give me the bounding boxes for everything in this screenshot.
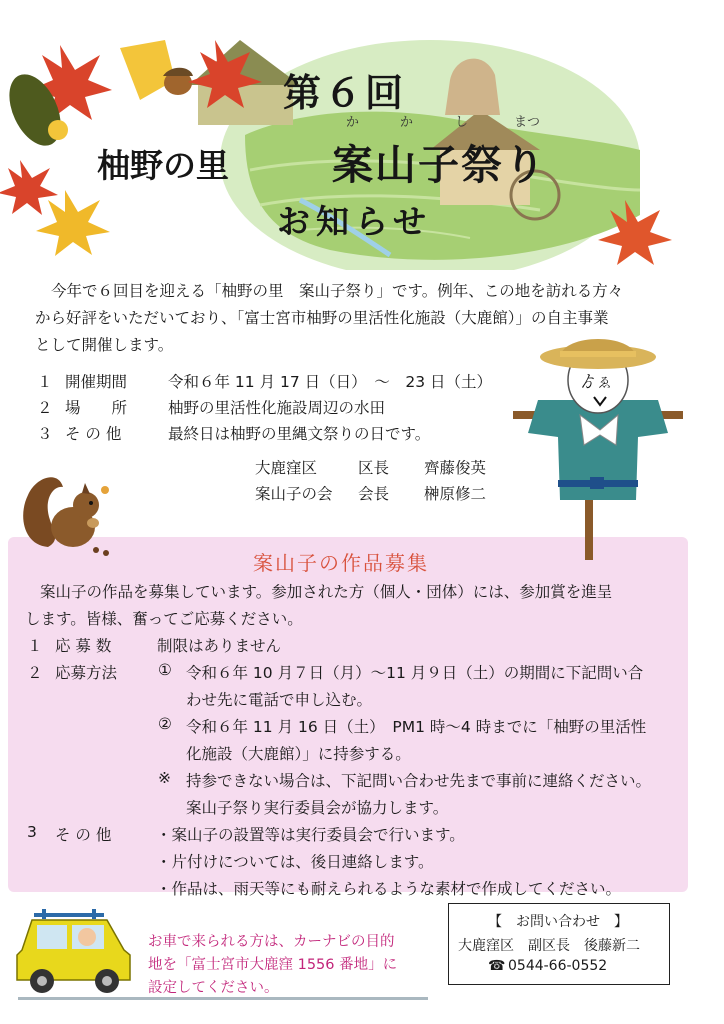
- intro-line: から好評をいただいており、「富士宮市柚野の里活性化施設（大鹿館）」の自主事業: [35, 309, 609, 327]
- other-line: ・作品は、雨天等にも耐えられるような素材で作成してください。: [156, 880, 622, 898]
- organizer-role: 区長: [358, 459, 390, 477]
- furigana-ka-2: か: [400, 115, 414, 130]
- contact-heading: 【 お問い合わせ 】: [488, 914, 628, 930]
- intro-line: 今年で６回目を迎える「柚野の里 案山子祭り」です。例年、この地を訪れる方々: [51, 282, 624, 300]
- detail-num: ２: [37, 399, 53, 417]
- other-line: ・案山子の設置等は実行委員会で行います。: [156, 826, 465, 844]
- intro-line: として開催します。: [35, 336, 174, 354]
- car-note-line: 設定してください。: [148, 980, 279, 996]
- item-value: 制限はありません: [157, 637, 282, 655]
- festival-title: 案山子祭り: [332, 141, 547, 189]
- method-mark: ①: [158, 661, 172, 679]
- item-num: ２: [27, 664, 43, 682]
- note-mark: ※: [158, 769, 171, 787]
- detail-value: 柚野の里活性化施設周辺の水田: [168, 399, 386, 417]
- recruitment-intro-line: 案山子の作品を募集しています。参加された方（個人・団体）には、参加賞を進呈: [40, 583, 613, 601]
- contact-person: 大鹿窪区 副区長 後藤新二: [458, 938, 640, 954]
- car-note-line: 地を「富士宮市大鹿窪 1556 番地」に: [148, 957, 398, 973]
- item-label: 応 募 数: [55, 637, 112, 655]
- organizer-org: 大鹿窪区: [255, 459, 318, 477]
- detail-label: 場 所: [65, 399, 128, 417]
- detail-label: 開催期間: [65, 373, 128, 391]
- organizer-org: 案山子の会: [255, 485, 333, 503]
- recruitment-intro-line: します。皆様、奮ってご応募ください。: [25, 610, 303, 628]
- organizer-role: 会長: [358, 485, 390, 503]
- detail-value: 最終日は柚野の里縄文祭りの日です。: [168, 425, 431, 443]
- detail-num: １: [37, 373, 53, 391]
- method-line: 令和６年 11 月 16 日（土） PM1 時～4 時までに「柚野の里活性: [186, 718, 647, 736]
- recruitment-title: 案山子の作品募集: [253, 551, 429, 575]
- furigana-ka-1: か: [346, 115, 360, 130]
- detail-num: ３: [37, 425, 53, 443]
- organizer-name: 榊原修二: [424, 485, 487, 503]
- method-line: わせ先に電話で申し込む。: [186, 691, 373, 709]
- other-line: ・片付けについては、後日連絡します。: [156, 853, 434, 871]
- item-label: そ の 他: [55, 826, 112, 844]
- car-note-line: お車で来られる方は、カーナビの目的: [148, 934, 395, 950]
- method-line: 化施設（大鹿館）」に持参する。: [186, 745, 411, 763]
- method-line: 令和６年 10 月７日（月）～11 月９日（土）の期間に下記問い合: [186, 664, 644, 682]
- organizer-name: 齊藤俊英: [424, 459, 487, 477]
- bottom-divider: [18, 997, 428, 1000]
- furigana-shi: し: [455, 115, 469, 130]
- phone-icon: ☎: [488, 958, 506, 974]
- furigana-matsu: まつ: [514, 115, 541, 130]
- detail-label: そ の 他: [65, 425, 122, 443]
- note-line: 持参できない場合は、下記問い合わせ先まで事前に連絡ください。: [186, 772, 652, 790]
- item-num: １: [27, 637, 43, 655]
- notice-title: お知らせ: [277, 202, 433, 241]
- car-icon: [12, 905, 137, 1000]
- method-mark: ②: [158, 715, 172, 733]
- village-name: 柚野の里: [97, 146, 229, 185]
- item-label: 応募方法: [55, 664, 118, 682]
- edition-title: 第６回: [283, 71, 407, 115]
- detail-value: 令和６年 11 月 17 日（日） ～ 23 日（土）: [168, 373, 493, 391]
- note-line: 案山子祭り実行委員会が協力します。: [186, 799, 449, 817]
- scarecrow-icon: [508, 325, 688, 560]
- squirrel-icon: [18, 465, 123, 560]
- contact-phone: 0544-66-0552: [508, 958, 608, 974]
- svg-text:ゟ: ゟ: [580, 372, 597, 391]
- item-num: 3: [27, 823, 37, 841]
- svg-text:ゑ: ゑ: [598, 376, 612, 391]
